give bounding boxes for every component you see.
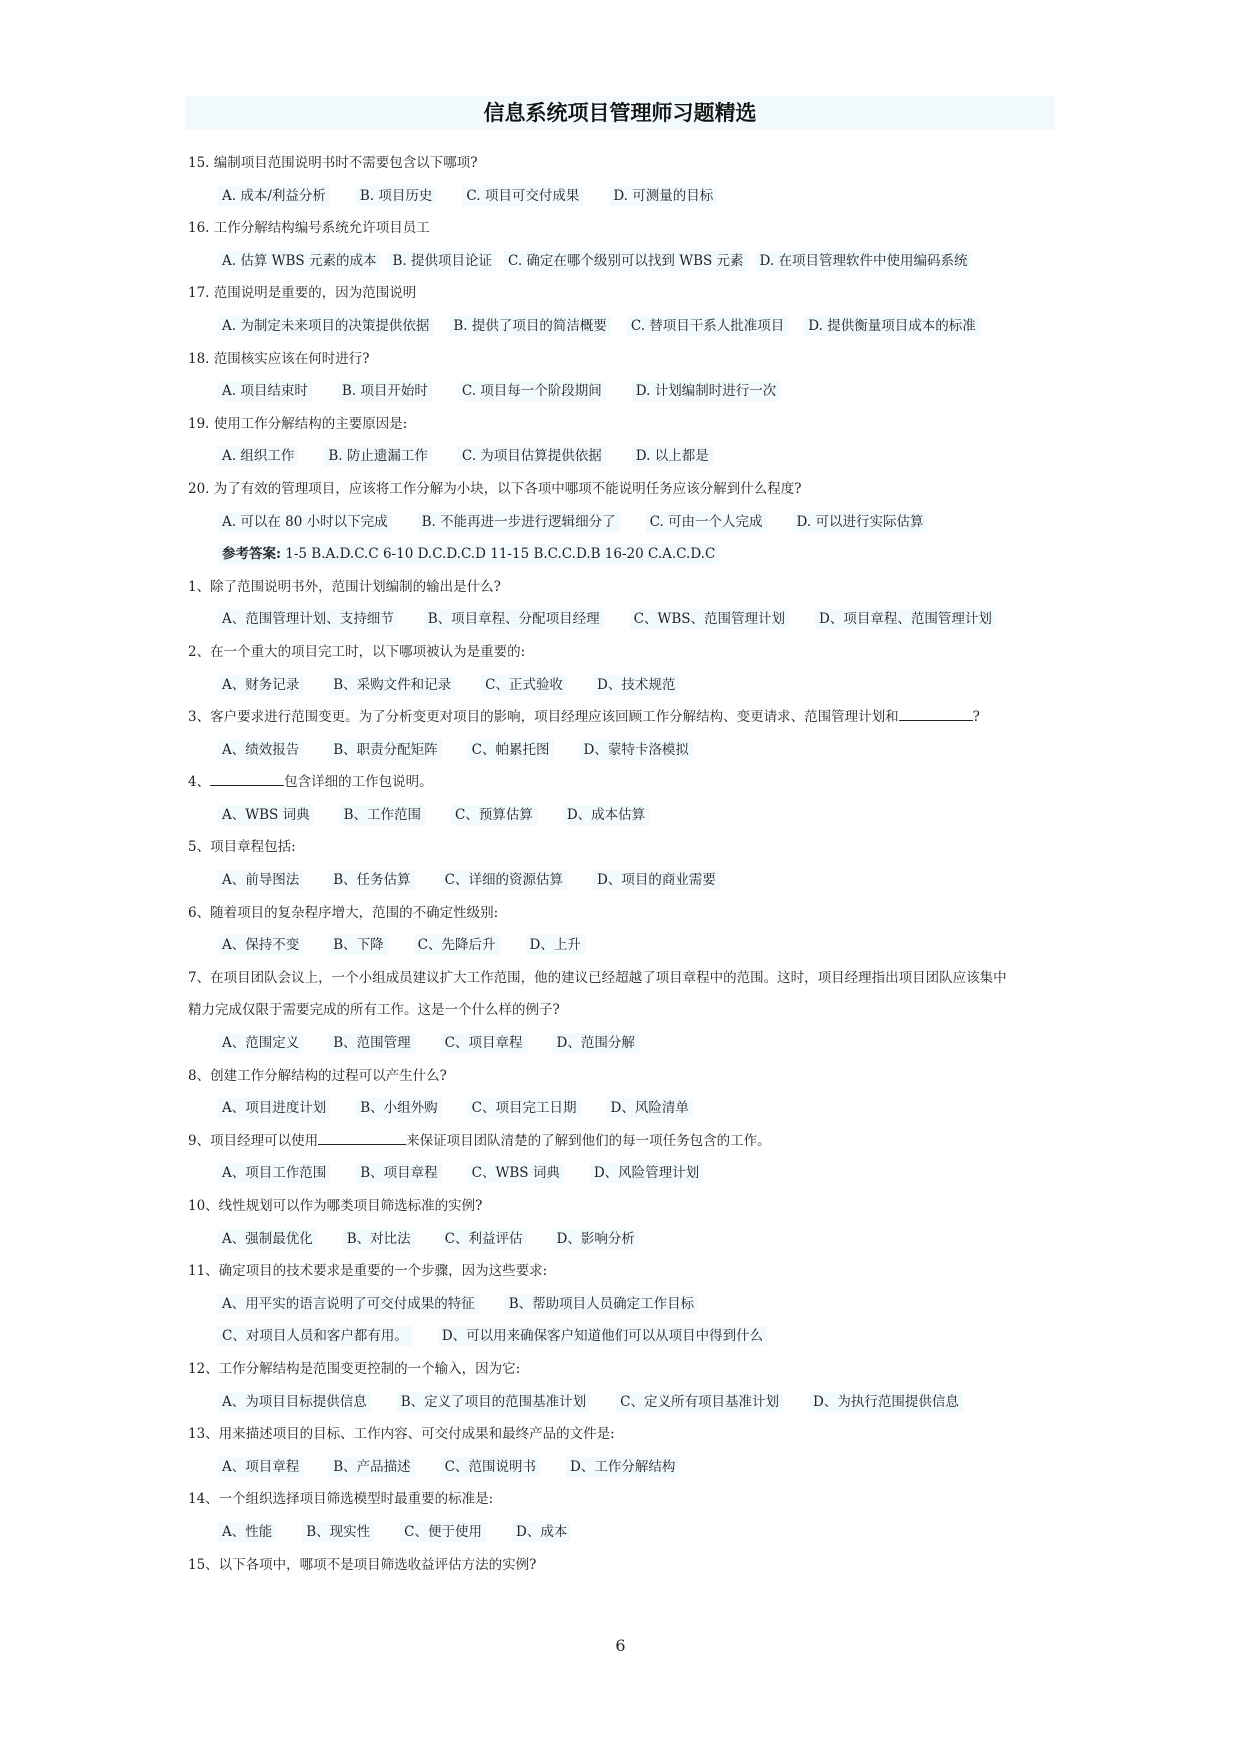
option-b: B、工作范围	[340, 805, 425, 825]
question-18: 18. 范围核实应该在何时进行?	[188, 350, 370, 367]
options-s11-row1	[188, 1288, 1068, 1321]
option-d: D、可以用来确保客户知道他们可以从项目中得到什么	[438, 1326, 767, 1346]
options-s13	[188, 1451, 1068, 1484]
options-s10	[188, 1223, 1068, 1256]
question-s3-pre: 3、客户要求进行范围变更。为了分析变更对项目的影响，项目经理应该回顾工作分解结构、变更请求、范围管理计划和	[188, 709, 899, 726]
option-a: A、保持不变	[218, 935, 303, 955]
options-19	[188, 440, 1068, 473]
question-s10: 10、线性规划可以作为哪类项目筛选标准的实例?	[188, 1198, 483, 1214]
option-c: C、WBS、范围管理计划	[630, 609, 789, 629]
question-s14: 14、一个组织选择项目筛选模型时最重要的标准是:	[188, 1491, 494, 1508]
option-b: B、下降	[329, 935, 387, 955]
question-19: 19. 使用工作分解结构的主要原因是:	[188, 415, 408, 432]
option-b: B、定义了项目的范围基准计划	[397, 1392, 590, 1412]
option-c: C、详细的资源估算	[441, 870, 567, 890]
option-d: D、项目的商业需要	[593, 870, 720, 890]
options-17	[188, 310, 1068, 343]
option-a: A、范围管理计划、支持细节	[218, 609, 398, 629]
question-s4-pre: 4、	[188, 774, 211, 791]
option-c: C、先降后升	[414, 935, 500, 955]
options-s4	[188, 799, 1068, 832]
options-s2	[188, 669, 1068, 702]
page-number: 6	[615, 1636, 626, 1655]
question-s15: 15、以下各项中，哪项不是项目筛选收益评估方法的实例?	[188, 1556, 537, 1573]
option-c: C. 可由一个人完成	[646, 512, 767, 532]
answer-key-label: 参考答案:	[222, 546, 281, 563]
question-s12: 12、工作分解结构是范围变更控制的一个输入，因为它:	[188, 1360, 521, 1377]
option-a: A、项目工作范围	[218, 1163, 330, 1183]
option-c: C、预算估算	[451, 805, 537, 825]
option-a: A、性能	[218, 1522, 276, 1542]
option-b: B. 不能再进一步进行逻辑细分了	[418, 512, 620, 532]
option-c: C、帕累托图	[468, 740, 554, 760]
option-d: D、技术规范	[593, 675, 679, 695]
question-s1: 1、除了范围说明书外，范围计划编制的输出是什么?	[188, 578, 501, 595]
option-c: C. 项目每一个阶段期间	[458, 381, 606, 401]
option-a: A、用平实的语言说明了可交付成果的特征	[218, 1294, 479, 1314]
options-15	[188, 180, 1068, 213]
options-s9	[188, 1157, 1068, 1190]
question-s13: 13、用来描述项目的目标、工作内容、可交付成果和最终产品的文件是:	[188, 1426, 615, 1443]
question-16: 16. 工作分解结构编号系统允许项目员工	[188, 220, 430, 237]
option-c: C、利益评估	[441, 1229, 527, 1249]
question-s6: 6、随着项目的复杂程序增大，范围的不确定性级别:	[188, 904, 499, 921]
option-a: A、财务记录	[218, 675, 303, 695]
option-d: D. 可测量的目标	[609, 186, 717, 206]
options-s5	[188, 864, 1068, 897]
options-s8	[188, 1092, 1068, 1125]
option-b: B. 防止遗漏工作	[324, 446, 432, 466]
option-b: B. 项目历史	[356, 186, 437, 206]
fill-blank	[899, 706, 973, 721]
option-b: B. 项目开始时	[338, 381, 432, 401]
option-d: D、风险清单	[607, 1098, 693, 1118]
question-s4	[188, 766, 1068, 799]
question-s3-post: ?	[972, 709, 980, 726]
question-17: 17. 范围说明是重要的，因为范围说明	[188, 285, 417, 302]
option-d: D. 在项目管理软件中使用编码系统	[756, 251, 972, 271]
options-20	[188, 506, 1068, 539]
question-s8: 8、创建工作分解结构的过程可以产生什么?	[188, 1067, 447, 1084]
option-d: D、影响分析	[553, 1229, 639, 1249]
option-d: D、蒙特卡洛模拟	[580, 740, 693, 760]
option-b: B. 提供了项目的简洁概要	[449, 316, 611, 336]
option-a: A、范围定义	[218, 1033, 303, 1053]
option-d: D、范围分解	[553, 1033, 639, 1053]
option-b: B、项目章程	[356, 1163, 441, 1183]
option-a: A、为项目目标提供信息	[218, 1392, 371, 1412]
option-a: A、强制最优化	[218, 1229, 317, 1249]
question-s3	[188, 701, 1068, 734]
option-d: D. 以上都是	[632, 446, 713, 466]
option-b: B、职责分配矩阵	[329, 740, 441, 760]
options-16	[188, 245, 1068, 278]
option-a: A. 为制定未来项目的决策提供依据	[218, 316, 433, 336]
answer-key	[188, 538, 1068, 571]
question-s7-line2: 精力完成仅限于需要完成的所有工作。这是一个什么样的例子?	[188, 1002, 560, 1019]
question-s9-post: 来保证项目团队清楚的了解到他们的每一项任务包含的工作。	[406, 1132, 771, 1149]
page-title: 信息系统项目管理师习题精选	[185, 96, 1055, 130]
option-c: C、项目章程	[441, 1033, 527, 1053]
question-s5: 5、项目章程包括:	[188, 839, 296, 856]
question-20: 20. 为了有效的管理项目，应该将工作分解为小块，以下各项中哪项不能说明任务应该分解到什么程度?	[188, 480, 802, 497]
options-s12	[188, 1386, 1068, 1419]
question-s9-pre: 9、项目经理可以使用	[188, 1132, 319, 1149]
option-a: A. 组织工作	[218, 446, 298, 466]
option-c: C、便于使用	[400, 1522, 486, 1542]
options-s7	[188, 1027, 1068, 1060]
option-a: A、WBS 词典	[218, 805, 314, 825]
question-s11: 11、确定项目的技术要求是重要的一个步骤，因为这些要求:	[188, 1263, 548, 1280]
options-18	[188, 375, 1068, 408]
option-a: A、绩效报告	[218, 740, 303, 760]
options-s11-row2	[188, 1320, 1068, 1353]
option-b: B、范围管理	[329, 1033, 414, 1053]
option-b: B、项目章程、分配项目经理	[424, 609, 604, 629]
option-d: D、风险管理计划	[590, 1163, 703, 1183]
option-b: B. 提供项目论证	[388, 251, 496, 271]
option-c: C、范围说明书	[441, 1457, 540, 1477]
fill-blank	[210, 771, 284, 786]
fill-blank	[318, 1130, 406, 1145]
option-d: D. 提供衡量项目成本的标准	[804, 316, 979, 336]
question-s7-line1: 7、在项目团队会议上，一个小组成员建议扩大工作范围，他的建议已经超越了项目章程中的范围。这时，项目经理指出项目团队应该集中	[188, 969, 1007, 986]
option-c: C. 确定在哪个级别可以找到 WBS 元素	[504, 251, 748, 271]
option-c: C. 替项目干系人批准项目	[627, 316, 788, 336]
option-c: C. 为项目估算提供依据	[458, 446, 606, 466]
option-c: C. 项目可交付成果	[462, 186, 583, 206]
answer-key-text: 1-5 B.A.D.C.C 6-10 D.C.D.C.D 11-15 B.C.C.D.B 16-20 C.A.C.D.C	[285, 546, 716, 563]
option-b: B、现实性	[302, 1522, 374, 1542]
option-c: C、定义所有项目基准计划	[616, 1392, 783, 1412]
option-d: D、上升	[526, 935, 585, 955]
option-d: D、成本估算	[563, 805, 649, 825]
options-s1	[188, 603, 1068, 636]
option-a: A. 成本/利益分析	[218, 186, 330, 206]
option-a: A、项目进度计划	[218, 1098, 330, 1118]
option-b: B、采购文件和记录	[329, 675, 455, 695]
option-a: A. 项目结束时	[218, 381, 312, 401]
option-b: B、任务估算	[329, 870, 414, 890]
option-d: D、工作分解结构	[566, 1457, 679, 1477]
option-a: A. 可以在 80 小时以下完成	[218, 512, 392, 532]
option-d: D、项目章程、范围管理计划	[815, 609, 996, 629]
option-c: C、WBS 词典	[468, 1163, 564, 1183]
option-b: B、对比法	[343, 1229, 415, 1249]
question-15: 15. 编制项目范围说明书时不需要包含以下哪项?	[188, 155, 478, 171]
option-d: D、为执行范围提供信息	[809, 1392, 963, 1412]
option-b: B、帮助项目人员确定工作目标	[505, 1294, 698, 1314]
option-d: D. 计划编制时进行一次	[632, 381, 780, 401]
option-c: C、正式验收	[481, 675, 567, 695]
option-a: A、项目章程	[218, 1457, 303, 1477]
options-s6	[188, 929, 1068, 962]
option-a: A. 估算 WBS 元素的成本	[218, 251, 380, 271]
option-c: C、项目完工日期	[468, 1098, 581, 1118]
option-b: B、小组外购	[356, 1098, 441, 1118]
option-b: B、产品描述	[329, 1457, 414, 1477]
question-s2: 2、在一个重大的项目完工时，以下哪项被认为是重要的:	[188, 643, 526, 660]
option-c: C、对项目人员和客户都有用。	[218, 1326, 412, 1346]
option-a: A、前导图法	[218, 870, 303, 890]
options-s3	[188, 734, 1068, 767]
option-d: D、成本	[512, 1522, 571, 1542]
question-s9	[188, 1125, 1068, 1158]
question-s4-post: 包含详细的工作包说明。	[284, 774, 433, 791]
options-s14	[188, 1516, 1068, 1549]
exercise-list	[188, 147, 1068, 1581]
option-d: D. 可以进行实际估算	[793, 512, 928, 532]
